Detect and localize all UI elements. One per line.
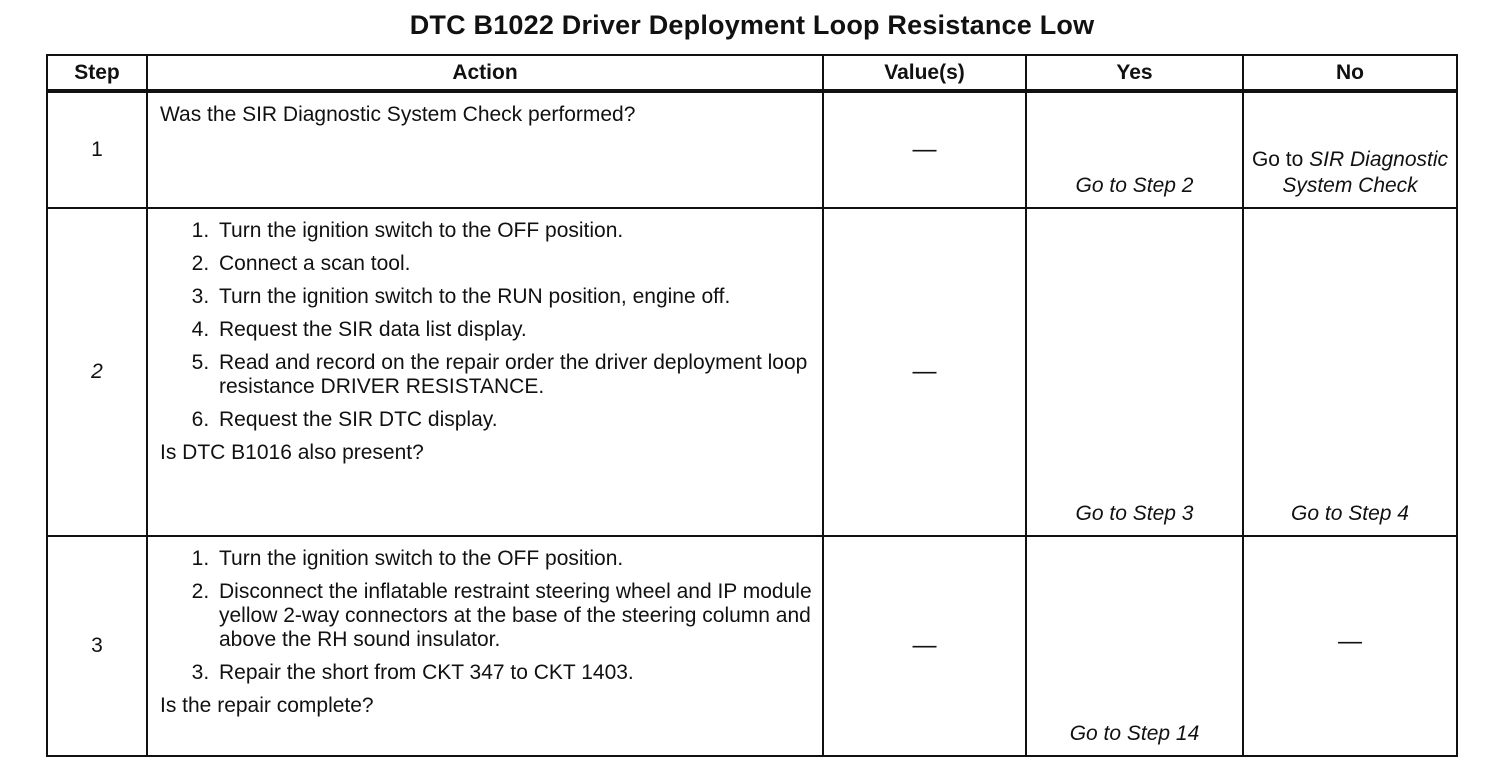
table-row [47,536,1457,756]
action-cell [147,208,823,536]
procedure-step: 2. Disconnect the inflatable restraint steering wheel and IP module yellow 2-way connectors at the base of the steering column and above the RH sound insulator. [215,580,812,652]
procedure-step: 1. Turn the ignition switch to the OFF position. [215,547,812,571]
procedure-step: 1. Turn the ignition switch to the OFF position. [215,219,812,243]
no-cell: — [1243,536,1457,756]
procedure-step: 2. Connect a scan tool. [215,252,812,276]
step-number: 1 [47,91,147,208]
table-row [47,91,1457,208]
step-number: 2 [47,208,147,536]
yes-cell: Go to Step 3 [1026,208,1243,536]
action-cell [147,536,823,756]
value-cell: — [823,91,1026,208]
procedure-step: 3. Turn the ignition switch to the RUN position, engine off. [215,285,812,309]
procedure-step: 5. Read and record on the repair order the driver deployment loop resistance DRIVER RESISTANCE. [215,351,812,399]
procedure-list [160,219,812,432]
header-values: Value(s) [823,55,1026,91]
question-text: Is DTC B1016 also present? [160,441,424,464]
table-row [47,208,1457,536]
question-text: Is the repair complete? [160,694,374,717]
no-cell: Go to Step 4 [1243,208,1457,536]
no-target: SIR Diagnostic System Check [1282,148,1449,197]
header-no: No [1243,55,1457,91]
header-yes: Yes [1026,55,1243,91]
procedure-step: 6. Request the SIR DTC display. [215,408,812,432]
value-cell: — [823,536,1026,756]
procedure-step: 4. Request the SIR data list display. [215,318,812,342]
procedure-list [160,547,812,685]
no-prefix: Go to [1251,148,1304,171]
header-step: Step [47,55,147,91]
value-cell: — [823,208,1026,536]
yes-cell: Go to Step 2 [1026,91,1243,208]
action-text: Was the SIR Diagnostic System Check performed? [160,103,636,126]
page-title: DTC B1022 Driver Deployment Loop Resistance Low [409,10,1095,40]
step-number: 3 [47,536,147,756]
header-action: Action [147,55,823,91]
table-header-row [47,55,1457,91]
procedure-step: 3. Repair the short from CKT 347 to CKT 1403. [215,661,812,685]
diagnostic-table [46,54,1458,757]
yes-cell: Go to Step 14 [1026,536,1243,756]
action-cell [147,91,823,208]
no-cell [1243,91,1457,208]
